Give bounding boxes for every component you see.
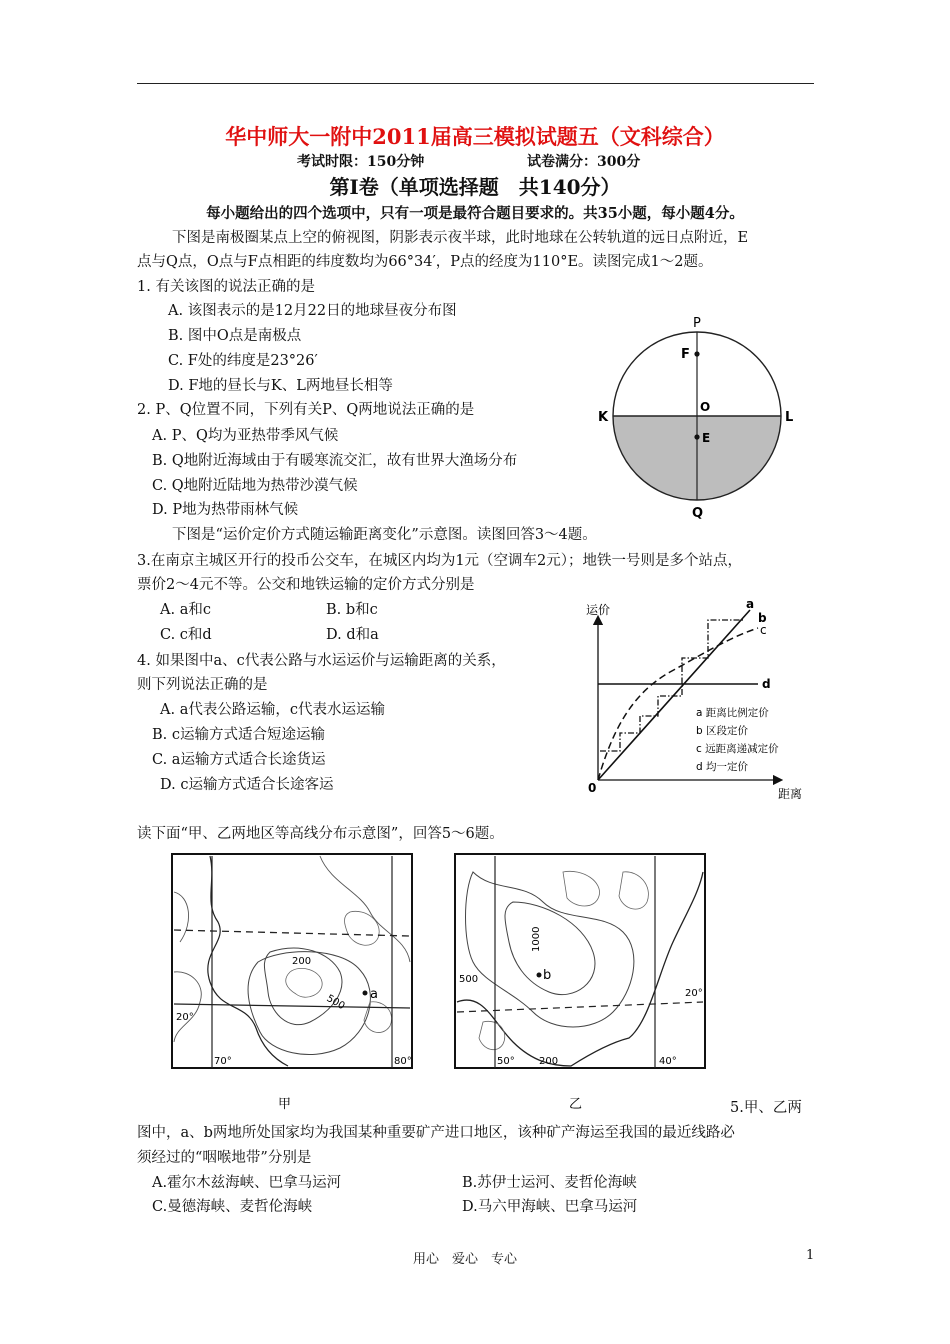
q1-option-b: B. 图中O点是南极点 xyxy=(168,328,302,344)
instruction: 每小题给出的四个选项中，只有一项是最符合题目要求的。共35小题，每小题4分。 xyxy=(206,205,744,222)
q5-option-b: B.苏伊士运河、麦哲伦海峡 xyxy=(462,1175,637,1191)
label-jia-80: 80° xyxy=(394,1056,412,1067)
q1-option-c: C. F处的纬度是23°26′ xyxy=(168,353,318,369)
label-o: O xyxy=(700,400,711,414)
exam-time: 考试时限：150分钟 xyxy=(297,154,425,170)
section-title: 第Ⅰ卷（单项选择题 共140分） xyxy=(329,175,621,199)
intro3: 读下面“甲、乙两地区等高线分布示意图”，回答5～6题。 xyxy=(137,826,504,842)
label-a: a xyxy=(746,598,755,611)
label-jia-20: 20° xyxy=(176,1012,194,1023)
curve-c xyxy=(598,628,758,780)
label-jia-70: 70° xyxy=(214,1056,232,1067)
point-a xyxy=(363,991,368,996)
point-f xyxy=(694,351,699,356)
intro2: 下图是“运价定价方式随运输距离变化”示意图。读图回答3～4题。 xyxy=(172,527,597,543)
q3-stem-line2: 票价2～4元不等。公交和地铁运输的定价方式分别是 xyxy=(137,577,475,593)
label-yi-40: 40° xyxy=(659,1056,677,1067)
label-yi-20: 20° xyxy=(685,988,703,999)
q4-option-b: B. c运输方式适合短途运输 xyxy=(152,727,325,743)
legend-a: a 距离比例定价 xyxy=(696,707,769,719)
q5-option-d: D.马六甲海峡、巴拿马运河 xyxy=(462,1199,638,1215)
label-c: c xyxy=(760,623,767,637)
label-d: d xyxy=(762,677,771,691)
q2-option-a: A. P、Q均为亚热带季风气候 xyxy=(152,428,339,444)
label-b: b xyxy=(543,968,552,983)
q2-option-d: D. P地为热带雨林气候 xyxy=(152,502,299,518)
legend-d: d 均一定价 xyxy=(696,761,749,773)
q5-option-a: A.霍尔木兹海峡、巴拿马运河 xyxy=(152,1175,342,1191)
label-e: E xyxy=(702,431,711,445)
polar-view-figure xyxy=(592,315,812,525)
q3-stem-line1: 3.在南京主城区开行的投币公交车，在城区内均为1元（空调车2元）；地铁一号则是多个站点， xyxy=(137,553,743,569)
q4-option-c: C. a运输方式适合长途货运 xyxy=(152,752,326,768)
q3-option-a: A. a和c xyxy=(160,602,211,618)
q4-stem-line1: 4. 如果图中a、c代表公路与水运运价与运输距离的关系， xyxy=(137,653,506,669)
q4-option-d: D. c运输方式适合长途客运 xyxy=(160,777,334,793)
legend-c: c 远距离递减定价 xyxy=(696,743,779,755)
q5-stem-part3: 须经过的“咽喉地带”分别是 xyxy=(137,1150,312,1166)
footer-center: 用心 爱心 专心 xyxy=(413,1252,518,1267)
label-f: F xyxy=(681,347,690,362)
label-yi-200: 200 xyxy=(539,1056,559,1067)
point-e xyxy=(694,434,699,439)
q3-option-c: C. c和d xyxy=(160,627,212,643)
label-yi-500: 500 xyxy=(459,974,479,985)
page-number: 1 xyxy=(806,1248,815,1263)
label-l: L xyxy=(785,410,794,425)
label-yi-1000: 1000 xyxy=(531,926,542,952)
header-rule xyxy=(137,83,814,84)
q1-option-a: A. 该图表示的是12月22日的地球昼夜分布图 xyxy=(168,303,457,319)
contour-map-yi xyxy=(453,852,708,1127)
label-k: K xyxy=(598,410,609,425)
label-b: b xyxy=(758,611,767,625)
label-a: a xyxy=(370,987,378,1002)
q4-stem-line2: 则下列说法正确的是 xyxy=(137,677,268,693)
q3-option-d: D. d和a xyxy=(326,627,379,643)
origin-label: 0 xyxy=(588,781,597,795)
label-jia-500: 500 xyxy=(324,993,347,1013)
intro1-line2: 点与Q点，O点与F点相距的纬度数均为66°34′，P点的经度为110°E。读图完成1～2题。 xyxy=(137,254,713,270)
q4-option-a: A. a代表公路运输，c代表水运运输 xyxy=(160,702,385,718)
q3-option-b: B. b和c xyxy=(326,602,378,618)
x-axis-label: 距离 xyxy=(778,787,803,801)
point-b xyxy=(537,973,542,978)
caption-yi: 乙 xyxy=(569,1097,583,1112)
q1-option-d: D. F地的昼长与K、L两地昼长相等 xyxy=(168,378,393,394)
legend-b: b 区段定价 xyxy=(696,725,749,737)
page-title: 华中师大一附中2011届高三模拟试题五（文科综合） xyxy=(225,124,725,149)
intro1-line1: 下图是南极圈某点上空的俯视图，阴影表示夜半球，此时地球在公转轨道的远日点附近，E xyxy=(172,230,749,246)
q1-stem: 1. 有关该图的说法正确的是 xyxy=(137,279,315,295)
q2-option-b: B. Q地附近海域由于有暖寒流交汇，故有世界大渔场分布 xyxy=(152,453,518,469)
q5-stem-part1: 5.甲、乙两 xyxy=(730,1100,802,1116)
label-yi-50: 50° xyxy=(497,1056,515,1067)
y-axis-label: 运价 xyxy=(586,603,611,617)
label-jia-200: 200 xyxy=(292,956,312,967)
q2-option-c: C. Q地附近陆地为热带沙漠气候 xyxy=(152,478,358,494)
contour-map-jia xyxy=(170,852,415,1122)
q2-stem: 2. P、Q位置不同，下列有关P、Q两地说法正确的是 xyxy=(137,402,475,418)
map-yi-frame xyxy=(455,854,705,1068)
q5-option-c: C.曼德海峡、麦哲伦海峡 xyxy=(152,1199,313,1215)
full-score: 试卷满分：300分 xyxy=(527,154,641,170)
q5-stem-part2: 图中，a、b两地所处国家均为我国某种重要矿产进口地区，该种矿产海运至我国的最近线路必 xyxy=(137,1125,735,1141)
price-distance-chart xyxy=(578,598,818,804)
caption-jia: 甲 xyxy=(278,1097,292,1112)
label-p: P xyxy=(693,316,701,331)
label-q: Q xyxy=(692,506,704,521)
